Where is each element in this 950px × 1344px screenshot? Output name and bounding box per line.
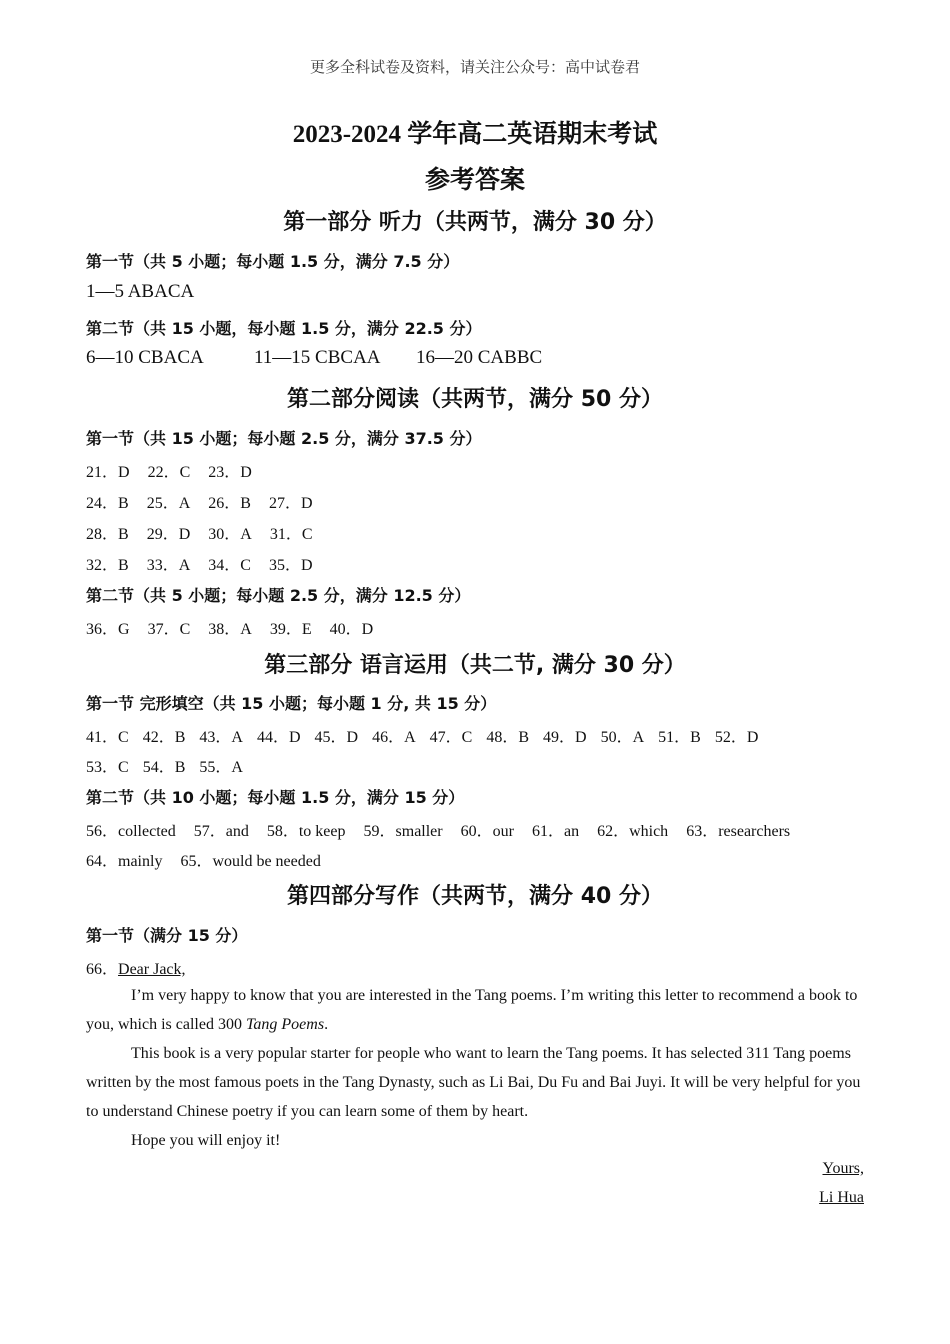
part3-sec2-row-2 bbox=[86, 848, 339, 871]
part2-sec1-row-3 bbox=[86, 521, 331, 544]
answer-item: 58．to keep bbox=[266, 823, 346, 840]
letter-paragraph-1 bbox=[86, 981, 864, 1039]
answer-group: 1—5 ABACA bbox=[86, 281, 195, 302]
answer-group: 6—10 CBACA bbox=[86, 347, 204, 368]
answer-item: 21．D bbox=[86, 464, 130, 481]
answer-item: 23．D bbox=[208, 464, 252, 481]
letter-text: I’m very happy to know that you are interested in the Tang poems. I’m writing this letter to recommend a book to you, which is called 300 bbox=[86, 987, 858, 1033]
part2-sec1-row-1 bbox=[86, 459, 270, 482]
answer-item: 44．D bbox=[256, 729, 301, 746]
answer-item: 54．B bbox=[142, 759, 186, 776]
part2-heading: 第二部分阅读（共两节，满分 50 分） bbox=[287, 387, 663, 412]
answer-item: 50．A bbox=[600, 729, 645, 746]
question-number: 66． bbox=[86, 961, 119, 978]
answer-item: 22．C bbox=[147, 464, 191, 481]
part3-heading: 第三部分 语言运用（共二节, 满分 30 分） bbox=[264, 653, 686, 678]
answer-item: 61．an bbox=[531, 823, 580, 840]
letter-text: . bbox=[324, 1016, 329, 1033]
answer-item: 49．D bbox=[543, 729, 587, 746]
part2-sec1-heading: 第一节（共 15 小题；每小题 2.5 分，满分 37.5 分） bbox=[86, 429, 482, 448]
answer-item: 64．mainly bbox=[86, 853, 163, 870]
answer-item: 29．D bbox=[146, 526, 191, 543]
answer-item: 35．D bbox=[268, 557, 313, 574]
part4-sec1-heading: 第一节（满分 15 分） bbox=[86, 926, 248, 945]
letter-closing: Yours, bbox=[822, 1160, 864, 1177]
answer-item: 53．C bbox=[86, 759, 129, 776]
answer-item: 25．A bbox=[146, 495, 191, 512]
part1-sec2-heading: 第二节（共 15 小题，每小题 1.5 分，满分 22.5 分） bbox=[86, 319, 482, 338]
book-title: Tang Poems bbox=[245, 1016, 325, 1033]
document-subtitle: 参考答案 bbox=[424, 167, 525, 194]
answer-item: 39．E bbox=[269, 621, 312, 638]
answer-item: 52．D bbox=[714, 729, 759, 746]
page-notice: 更多全科试卷及资料，请关注公众号：高中试卷君 bbox=[309, 60, 640, 76]
answer-item: 41．C bbox=[86, 729, 129, 746]
answer-item: 55．A bbox=[199, 759, 243, 776]
part3-sec2-row-1 bbox=[86, 818, 790, 841]
part3-sec1-heading: 第一节 完形填空（共 15 小题；每小题 1 分, 共 15 分） bbox=[86, 694, 497, 713]
answer-group: 11—15 CBCAA bbox=[254, 347, 381, 368]
answer-item: 57．and bbox=[193, 823, 249, 840]
answer-item: 59．smaller bbox=[363, 823, 443, 840]
answer-item: 36．G bbox=[86, 621, 130, 638]
part2-sec2-heading: 第二节（共 5 小题；每小题 2.5 分，满分 12.5 分） bbox=[86, 586, 471, 605]
answer-item: 43．A bbox=[199, 729, 243, 746]
letter-signature: Li Hua bbox=[819, 1189, 864, 1206]
answer-item: 30．A bbox=[208, 526, 252, 543]
answer-item: 28．B bbox=[86, 526, 129, 543]
answer-item: 26．B bbox=[208, 495, 251, 512]
answer-item: 46．A bbox=[372, 729, 416, 746]
answer-item: 42．B bbox=[142, 729, 186, 746]
part4-heading: 第四部分写作（共两节，满分 40 分） bbox=[287, 884, 663, 909]
answer-group: 16—20 CABBC bbox=[416, 347, 543, 368]
answer-item: 48．B bbox=[486, 729, 529, 746]
part2-sec2-row-1 bbox=[86, 616, 391, 639]
part1-sec1-answers bbox=[86, 281, 194, 303]
letter-paragraph-2: This book is a very popular starter for people who want to learn the Tang poems. It has selected 311 Tang poems written by the most famous poets in the Tang Dynasty, such as Li Bai, Du Fu and Bai Juyi. It will be very helpful for you to understand Chinese poetry if you can learn some of them by heart. bbox=[86, 1045, 861, 1120]
part1-sec1-heading: 第一节（共 5 小题；每小题 1.5 分，满分 7.5 分） bbox=[86, 252, 460, 271]
part3-sec1-row-1 bbox=[86, 724, 758, 747]
answer-item: 37．C bbox=[147, 621, 191, 638]
answer-item: 56．collected bbox=[86, 823, 176, 840]
answer-item: 34．C bbox=[208, 557, 251, 574]
answer-item: 32．B bbox=[86, 557, 129, 574]
part1-heading: 第一部分 听力（共两节，满分 30 分） bbox=[283, 210, 667, 235]
answer-item: 31．C bbox=[269, 526, 313, 543]
part2-sec1-row-2 bbox=[86, 490, 331, 513]
part1-sec2-answers bbox=[86, 347, 542, 369]
answer-item: 40．D bbox=[329, 621, 374, 638]
answer-item: 33．A bbox=[146, 557, 191, 574]
answer-item: 24．B bbox=[86, 495, 129, 512]
part3-sec1-row-2 bbox=[86, 754, 257, 777]
part3-sec2-heading: 第二节（共 10 小题；每小题 1.5 分，满分 15 分） bbox=[86, 788, 465, 807]
answer-item: 60．our bbox=[460, 823, 514, 840]
answer-item: 45．D bbox=[314, 729, 359, 746]
answer-item: 27．D bbox=[268, 495, 313, 512]
letter-paragraph-3: Hope you will enjoy it! bbox=[131, 1132, 281, 1149]
answer-item: 47．C bbox=[429, 729, 473, 746]
part2-sec1-row-4 bbox=[86, 552, 331, 575]
answer-item: 65．would be needed bbox=[180, 853, 321, 870]
answer-item: 38．A bbox=[208, 621, 252, 638]
letter-salutation: Dear Jack, bbox=[118, 961, 186, 978]
answer-item: 62．which bbox=[597, 823, 669, 840]
letter-salutation-line bbox=[86, 956, 186, 979]
document-title: 2023-2024 学年高二英语期末考试 bbox=[292, 121, 658, 148]
answer-item: 63．researchers bbox=[686, 823, 791, 840]
answer-item: 51．B bbox=[658, 729, 701, 746]
